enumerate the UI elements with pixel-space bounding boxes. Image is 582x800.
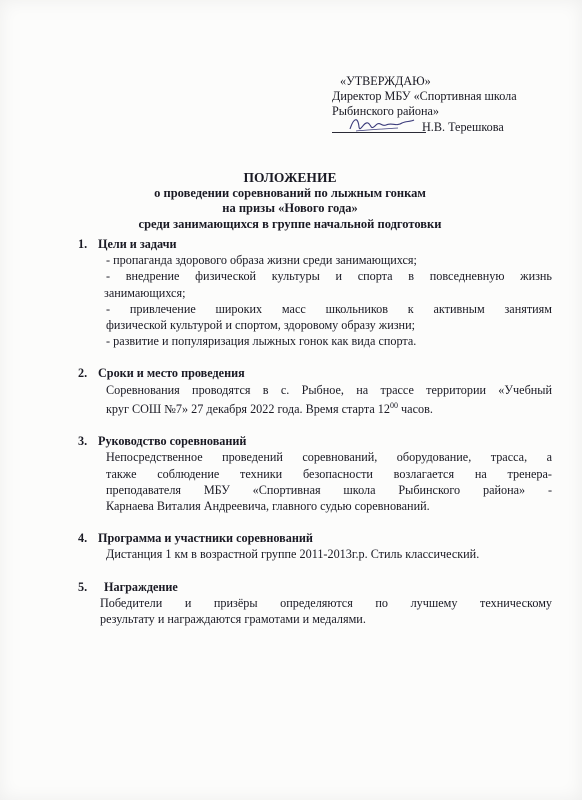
section-title: Программа и участники соревнований: [98, 531, 313, 546]
title-main: ПОЛОЖЕНИЕ: [243, 170, 337, 185]
section-title: Руководство соревнований: [98, 434, 247, 449]
section-line: Победители и призёры определяются по лучшему техническому: [100, 595, 552, 610]
approval-position-line2: Рыбинского района»: [332, 104, 439, 118]
approval-block: [332, 74, 572, 136]
section-line: также соблюдение техники безопасности возлагается на тренера-: [106, 466, 552, 481]
signer-name: Н.В. Терешкова: [422, 120, 504, 134]
section-number: 1.: [78, 237, 88, 251]
section-line: физической культурой и спортом, здоровому образу жизни;: [106, 318, 415, 333]
section-title: Награждение: [104, 579, 178, 594]
section-goals: [78, 236, 552, 349]
section-title: Цели и задачи: [98, 237, 177, 251]
section-body: [92, 449, 552, 514]
section-number: 2.: [78, 366, 88, 381]
document-title: [60, 170, 520, 232]
approval-position-line1: Директор МБУ «Спортивная школа: [332, 89, 517, 103]
section-program: [78, 530, 552, 562]
start-time-unit: часов.: [397, 401, 433, 416]
section-heading: [78, 433, 552, 449]
section-line: Карнаева Виталия Андреевича, главного судью соревнований.: [106, 498, 430, 513]
section-line: Дистанция 1 км в возрастной группе 2011-2013г.р. Стиль классический.: [106, 547, 480, 562]
section-awards: [78, 579, 552, 628]
title-line2: о проведении соревнований по лыжным гонкам: [154, 185, 426, 200]
section-number: 3.: [78, 434, 88, 449]
section-line: - развитие и популяризация лыжных гонок как вида спорта.: [106, 334, 417, 349]
section-line: - пропаганда здорового образа жизни среди занимающихся;: [106, 253, 417, 268]
section-management: [78, 433, 552, 514]
section-body: [92, 382, 552, 417]
title-line3: на призы «Нового года»: [222, 201, 358, 215]
handwritten-signature: [346, 113, 416, 135]
title-line4: среди занимающихся в группе начальной подготовки: [138, 216, 442, 231]
start-time-minutes: 00: [389, 400, 398, 410]
section-heading: [78, 236, 552, 252]
start-time-text: круг СОШ №7» 27 декабря 2022 года. Время старта 12: [106, 401, 390, 416]
section-number: 4.: [78, 531, 88, 546]
section-line: [106, 398, 552, 417]
section-line: Непосредственное проведений соревнований, оборудование, трасса, а: [106, 450, 552, 465]
section-body: [92, 252, 552, 349]
section-line: занимающихся;: [104, 285, 186, 300]
section-line: - привлечение широких масс школьников к активным занятиям: [106, 301, 552, 316]
section-title: Сроки и место проведения: [98, 366, 245, 381]
section-line: - внедрение физической культуры и спорта в повседневную жизнь: [106, 269, 552, 284]
section-heading: [78, 365, 552, 381]
section-heading: [78, 579, 552, 595]
section-heading: [78, 530, 552, 546]
section-body: [92, 546, 552, 562]
section-line: преподавателя МБУ «Спортивная школа Рыбинского района» -: [106, 482, 552, 497]
approval-heading: «УТВЕРЖДАЮ»: [340, 74, 431, 88]
section-dates-place: [78, 365, 552, 417]
section-line: Соревнования проводятся в с. Рыбное, на трассе территории «Учебный: [106, 382, 552, 397]
sections: [78, 236, 552, 643]
signature-row: [332, 119, 572, 136]
section-number: 5.: [78, 579, 88, 594]
section-line: результату и награждаются грамотами и медалями.: [100, 611, 366, 626]
section-body: [92, 595, 552, 627]
